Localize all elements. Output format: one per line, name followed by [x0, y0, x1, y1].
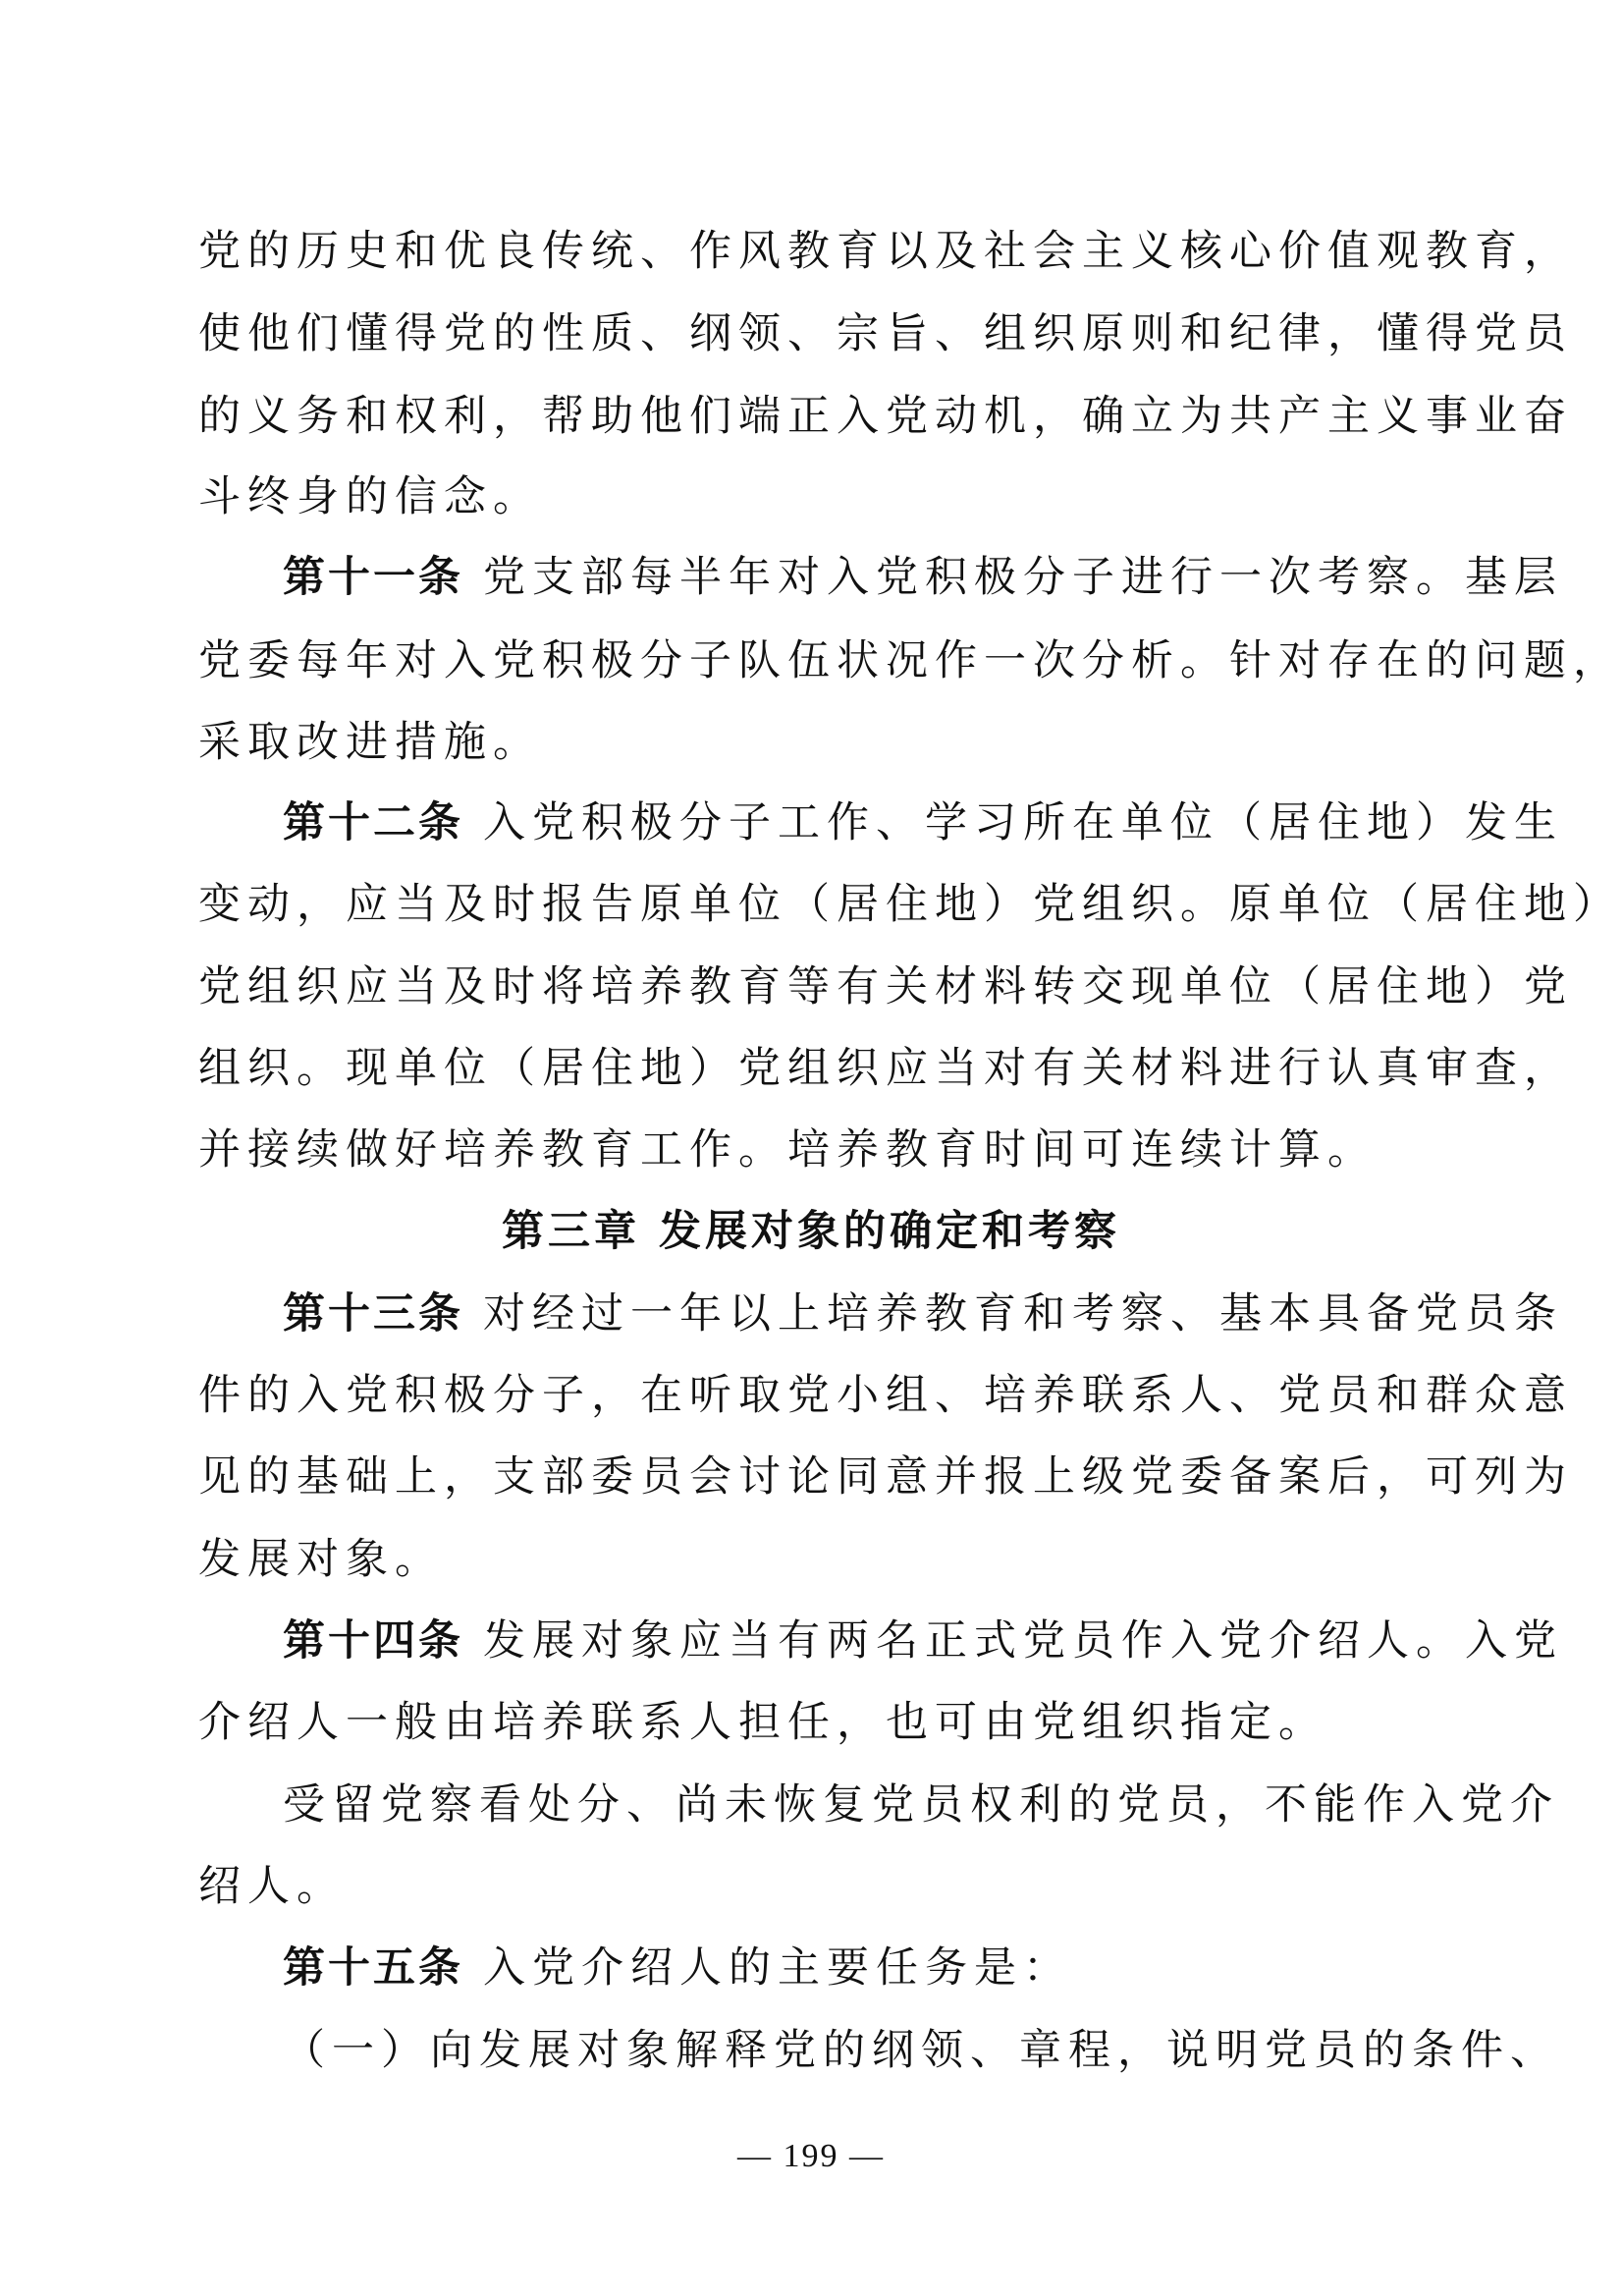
text-line: 并接续做好培养教育工作。培养教育时间可连续计算。 [198, 1125, 1377, 1175]
text-line: 发展对象应当有两名正式党员作入党介绍人。入党 [483, 1616, 1563, 1666]
page-number: — 199 — [737, 2138, 885, 2174]
text-line: 党委每年对入党积极分子队伍状况作一次分析。针对存在的问题， [198, 636, 1622, 685]
text-line: 受留党察看处分、尚未恢复党员权利的党员，不能作入党介 [283, 1780, 1559, 1830]
list-item: （一）向发展对象解释党的纲领、章程，说明党员的条件、 [283, 2026, 1559, 2075]
article-13-paragraph [283, 1286, 1563, 1341]
text-line: 变动，应当及时报告原单位（居住地）党组织。原单位（居住地） [198, 880, 1622, 929]
article-15-paragraph [283, 1941, 1072, 1995]
text-line: 绍人。 [198, 1862, 346, 1911]
text-line: 的义务和权利，帮助他们端正入党动机，确立为共产主义事业奋 [198, 392, 1573, 441]
text-line: 斗终身的信念。 [198, 472, 542, 521]
text-line: 入党积极分子工作、学习所在单位（居住地）发生 [483, 798, 1563, 847]
text-line: 采取改进措施。 [198, 718, 542, 767]
text-line: 党的历史和优良传统、作风教育以及社会主义核心价值观教育， [198, 227, 1573, 276]
article-heading: 第十四条 [283, 1616, 463, 1666]
chapter-title: 第三章 发展对象的确定和考察 [502, 1207, 1120, 1256]
text-line: 对经过一年以上培养教育和考察、基本具备党员条 [483, 1289, 1563, 1339]
text-line: 发展对象。 [198, 1535, 444, 1584]
text-line: 使他们懂得党的性质、纲领、宗旨、组织原则和纪律，懂得党员 [198, 309, 1573, 358]
article-heading: 第十三条 [283, 1289, 463, 1339]
article-11-paragraph [283, 550, 1563, 605]
article-12-paragraph [283, 795, 1563, 850]
text-line: 党组织应当及时将培养教育等有关材料转交现单位（居住地）党 [198, 962, 1573, 1011]
text-line: 党支部每半年对入党积极分子进行一次考察。基层 [483, 553, 1563, 602]
article-14-paragraph [283, 1613, 1563, 1668]
text-line: 入党介绍人的主要任务是： [483, 1943, 1072, 1993]
article-heading: 第十二条 [283, 798, 463, 847]
article-heading: 第十五条 [283, 1943, 463, 1993]
text-line: 件的入党积极分子，在听取党小组、培养联系人、党员和群众意 [198, 1371, 1573, 1420]
text-line: 见的基础上，支部委员会讨论同意并报上级党委备案后，可列为 [198, 1452, 1573, 1502]
text-line: 介绍人一般由培养联系人担任，也可由党组织指定。 [198, 1698, 1327, 1747]
text-line: 组织。现单位（居住地）党组织应当对有关材料进行认真审查， [198, 1044, 1573, 1093]
article-heading: 第十一条 [283, 553, 463, 602]
